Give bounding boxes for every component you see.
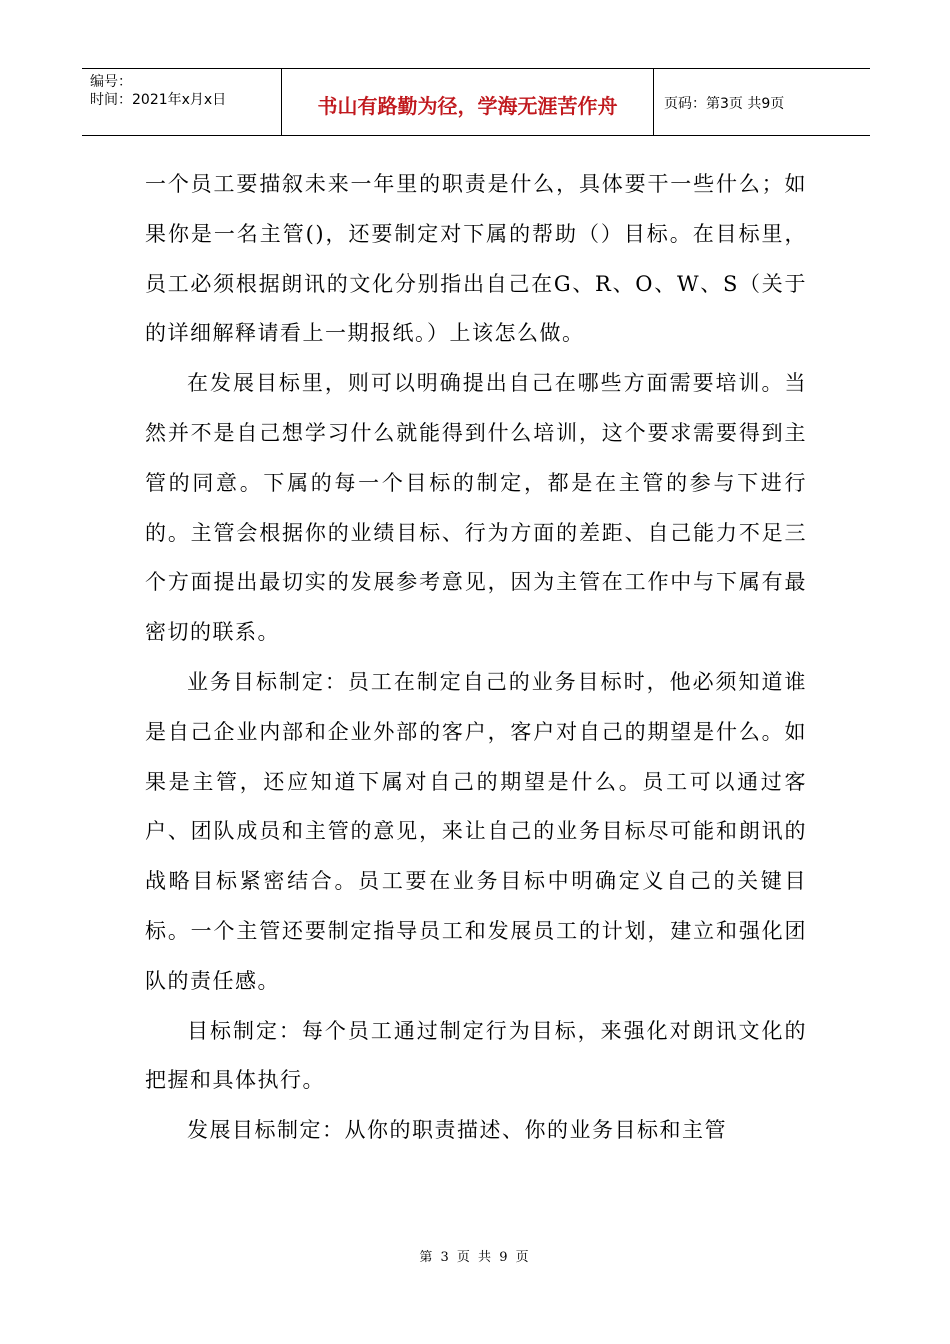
page-header <box>82 68 870 136</box>
document-time-label: 时间：2021年x月x日 <box>90 92 227 108</box>
document-number-label: 编号： <box>90 74 132 90</box>
paragraph: 业务目标制定：员工在制定自己的业务目标时，他必须知道谁是自己企业内部和企业外部的客户，客户对自己的期望是什么。如果是主管，还应知道下属对自己的期望是什么。员工可以通过客户、团队成员和主管的意见，来让自己的业务目标尽可能和朗讯的战略目标紧密结合。员工要在业务目标中明确定义自己的关键目标。一个主管还要制定指导员工和发展员工的计划，建立和强化团队的责任感。 <box>145 669 807 993</box>
header-meta <box>82 69 282 135</box>
document-body <box>145 160 807 1156</box>
page-footer: 第 3 页 共 9 页 <box>419 1250 531 1265</box>
paragraph: 在发展目标里，则可以明确提出自己在哪些方面需要培训。当然并不是自己想学习什么就能得到什么培训，这个要求需要得到主管的同意。下属的每一个目标的制定，都是在主管的参与下进行的。主管会根据你的业绩目标、行为方面的差距、自己能力不足三个方面提出最切实的发展参考意见，因为主管在工作中与下属有最密切的联系。 <box>145 371 807 645</box>
paragraph: 目标制定：每个员工通过制定行为目标，来强化对朗讯文化的把握和具体执行。 <box>145 1018 807 1093</box>
header-page-info: 页码：第3页 共9页 <box>664 96 785 112</box>
header-motto: 书山有路勤为径，学海无涯苦作舟 <box>282 69 654 135</box>
paragraph: 发展目标制定：从你的职责描述、你的业务目标和主管 <box>187 1118 727 1143</box>
paragraph: 一个员工要描叙未来一年里的职责是什么，具体要干一些什么；如果你是一名主管()，还要制定对下属的帮助（）目标。在目标里，员工必须根据朗讯的文化分别指出自己在G、R、O、W、S（关于的详细解释请看上一期报纸。）上该怎么做。 <box>145 172 807 346</box>
